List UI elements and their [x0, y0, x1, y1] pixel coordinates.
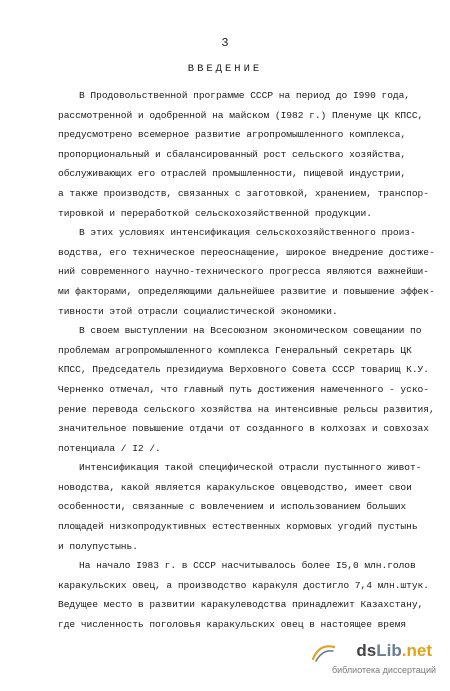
text-line: пропорциональный и сбалансированный рост сельского хозяйства,: [58, 148, 407, 160]
text-line: рассмотренной и одобренной на майском (I982 г.) Пленуме ЦК КПСС,: [58, 109, 424, 121]
text-line: В этих условиях интенсификация сельскохозяйственного произ-: [79, 227, 416, 239]
text-line: ми факторами, определяющими дальнейшее развитие и повышение эффек-: [58, 285, 435, 297]
text-line: проблемам агропромышленного комплекса Генеральный секретарь ЦК: [58, 344, 412, 356]
section-heading: ВВЕДЕНИЕ: [187, 63, 263, 75]
text-line: потенциала / I2 /.: [58, 442, 161, 454]
text-line: где численность поголовья каракульских овец в настоящее время: [58, 619, 407, 631]
text-line: КПСС, Председатель президиума Верховного Совета СССР товарищ К.У.: [58, 364, 429, 376]
page-number: 3: [221, 36, 229, 50]
text-line: и полупустынь.: [58, 540, 138, 552]
text-line: особенности, связанные с вовлечением и использованием больших: [58, 501, 407, 513]
text-line: тивности этой отрасли социалистической экономики.: [58, 305, 338, 317]
text-line: предусмотрено всемерное развитие агропромышленного комплекса,: [58, 129, 407, 141]
text-line: рение перевода сельского хозяйства на интенсивные рельсы развития,: [58, 403, 435, 415]
text-line: обслуживающих его отраслей промышленности, пищевой индустрии,: [58, 168, 407, 180]
logo-part-net: .net: [401, 641, 432, 660]
text-line: водства, его техническое переоснащение, широкое внедрение достиже-: [58, 246, 435, 258]
text-line: ний современного научно-технического прогресса являются важнейши-: [58, 266, 429, 278]
text-line: Интенсификация такой специфической отрасли пустынного живот-: [79, 462, 422, 474]
logo-part-lib: Lib: [376, 641, 402, 660]
body-text: [58, 86, 440, 635]
watermark-logo: [356, 641, 432, 661]
text-line: значительное повышение отдачи от созданного в колхозах и совхозах: [58, 423, 429, 435]
logo-part-ds: ds: [356, 641, 377, 660]
text-line: новодства, какой является каракульское овцеводство, имеет свои: [58, 481, 412, 493]
text-line: На начало I983 г. в СССР насчитывалось более I5,0 млн.голов: [79, 560, 416, 572]
text-line: Ведущее место в развитии каракулеводства принадлежит Казахстану,: [58, 599, 424, 611]
text-line: площадей низкопродуктивных естественных кормовых угодий пустынь: [58, 521, 418, 533]
text-line: каракульских овец, а производство каракуля достигло 7,4 млн.штук.: [58, 579, 429, 591]
text-line: В своем выступлении на Всесоюзном экономическом совещании по: [79, 325, 422, 337]
watermark-caption: библиотека диссертаций: [331, 665, 436, 675]
text-line: В Продовольственной программе СССР на период до I990 года,: [79, 90, 411, 101]
text-line: Черненко отмечал, что главный путь достижения намеченного - уско-: [58, 383, 429, 395]
watermark: [290, 641, 440, 683]
text-line: а также производств, связанных с заготовкой, хранением, транспор-: [58, 187, 429, 199]
text-line: тировкой и переработкой сельскохозяйственной продукции.: [58, 207, 372, 219]
